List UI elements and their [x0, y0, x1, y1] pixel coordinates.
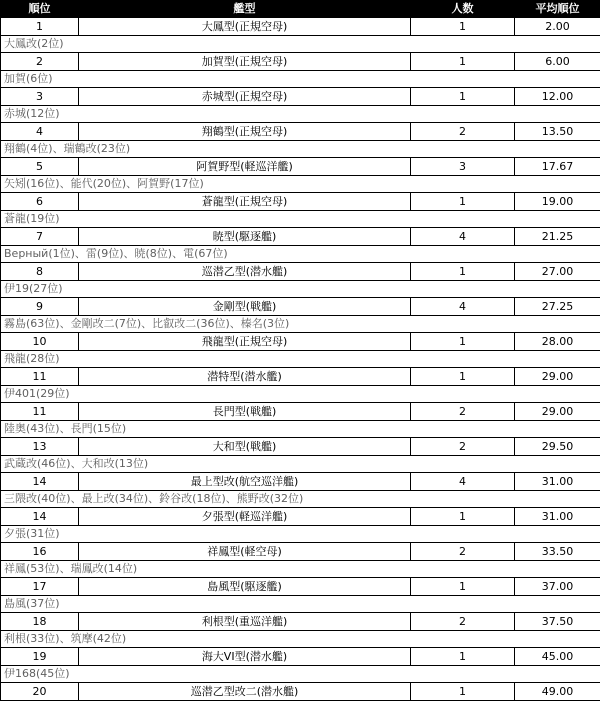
rank-cell: 5 [1, 158, 79, 176]
avg-rank-cell: 17.67 [515, 158, 600, 176]
rank-cell: 14 [1, 473, 79, 491]
ship-class-cell: 海大VI型(潜水艦) [79, 648, 411, 666]
count-cell: 1 [411, 18, 515, 36]
table-row [1, 18, 600, 36]
rank-cell: 20 [1, 683, 79, 701]
rank-cell: 19 [1, 648, 79, 666]
count-cell: 1 [411, 88, 515, 106]
avg-rank-cell: 19.00 [515, 193, 600, 211]
ship-details-cell: 島風(37位) [1, 596, 600, 613]
ship-class-cell: 巡潜乙型改二(潜水艦) [79, 683, 411, 701]
count-cell: 4 [411, 228, 515, 246]
ship-class-cell: 蒼龍型(正規空母) [79, 193, 411, 211]
count-cell: 3 [411, 158, 515, 176]
avg-rank-cell: 21.25 [515, 228, 600, 246]
table-detail-row [1, 281, 600, 298]
ship-details-cell: 陸奥(43位)、長門(15位) [1, 421, 600, 438]
ship-class-cell: 島風型(駆逐艦) [79, 578, 411, 596]
ship-details-cell: 蒼龍(19位) [1, 211, 600, 228]
rank-cell: 8 [1, 263, 79, 281]
ship-details-cell: 大鳳改(2位) [1, 36, 600, 53]
table-row [1, 368, 600, 386]
count-cell: 1 [411, 333, 515, 351]
ship-class-cell: 最上型改(航空巡洋艦) [79, 473, 411, 491]
table-row [1, 53, 600, 71]
ship-details-cell: 伊168(45位) [1, 666, 600, 683]
table-body [1, 18, 600, 701]
ship-details-cell: 矢矧(16位)、能代(20位)、阿賀野(17位) [1, 176, 600, 193]
avg-rank-cell: 12.00 [515, 88, 600, 106]
avg-rank-cell: 37.50 [515, 613, 600, 631]
avg-rank-cell: 27.00 [515, 263, 600, 281]
rank-cell: 1 [1, 18, 79, 36]
ship-class-cell: 大鳳型(正規空母) [79, 18, 411, 36]
table-detail-row [1, 71, 600, 88]
count-cell: 1 [411, 508, 515, 526]
ship-class-cell: 利根型(重巡洋艦) [79, 613, 411, 631]
rank-cell: 11 [1, 403, 79, 421]
ship-class-cell: 阿賀野型(軽巡洋艦) [79, 158, 411, 176]
ship-details-cell: 武蔵改(46位)、大和改(13位) [1, 456, 600, 473]
avg-rank-cell: 29.50 [515, 438, 600, 456]
rank-cell: 7 [1, 228, 79, 246]
table-row [1, 473, 600, 491]
count-cell: 1 [411, 648, 515, 666]
table-detail-row [1, 351, 600, 368]
table-row [1, 508, 600, 526]
ship-class-cell: 潜特型(潜水艦) [79, 368, 411, 386]
ship-class-cell: 祥鳳型(軽空母) [79, 543, 411, 561]
ship-class-cell: 加賀型(正規空母) [79, 53, 411, 71]
table-row [1, 648, 600, 666]
table-row [1, 88, 600, 106]
table-detail-row [1, 106, 600, 123]
count-cell: 2 [411, 403, 515, 421]
table-row [1, 438, 600, 456]
rank-cell: 4 [1, 123, 79, 141]
table-detail-row [1, 631, 600, 648]
avg-rank-cell: 31.00 [515, 473, 600, 491]
ship-details-cell: 夕張(31位) [1, 526, 600, 543]
rank-cell: 2 [1, 53, 79, 71]
ship-details-cell: 利根(33位)、筑摩(42位) [1, 631, 600, 648]
table-row [1, 228, 600, 246]
ship-details-cell: Верный(1位)、雷(9位)、暁(8位)、電(67位) [1, 246, 600, 263]
table-header-row [1, 1, 600, 18]
table-detail-row [1, 246, 600, 263]
ship-details-cell: 伊401(29位) [1, 386, 600, 403]
count-cell: 4 [411, 473, 515, 491]
count-cell: 1 [411, 263, 515, 281]
table-detail-row [1, 666, 600, 683]
rank-cell: 16 [1, 543, 79, 561]
count-cell: 1 [411, 578, 515, 596]
avg-rank-cell: 49.00 [515, 683, 600, 701]
table-row [1, 123, 600, 141]
avg-rank-cell: 13.50 [515, 123, 600, 141]
table-row [1, 543, 600, 561]
header-avg-rank: 平均順位 [515, 1, 600, 18]
ship-details-cell: 翔鶴(4位)、瑞鶴改(23位) [1, 141, 600, 158]
ship-class-cell: 巡潜乙型(潜水艦) [79, 263, 411, 281]
table-detail-row [1, 456, 600, 473]
table-detail-row [1, 176, 600, 193]
ship-class-cell: 赤城型(正規空母) [79, 88, 411, 106]
avg-rank-cell: 37.00 [515, 578, 600, 596]
table-row [1, 298, 600, 316]
count-cell: 2 [411, 438, 515, 456]
count-cell: 1 [411, 193, 515, 211]
rank-cell: 14 [1, 508, 79, 526]
ship-class-cell: 長門型(戦艦) [79, 403, 411, 421]
ship-details-cell: 飛龍(28位) [1, 351, 600, 368]
table-detail-row [1, 491, 600, 508]
table-row [1, 333, 600, 351]
avg-rank-cell: 31.00 [515, 508, 600, 526]
table-row [1, 263, 600, 281]
count-cell: 4 [411, 298, 515, 316]
count-cell: 2 [411, 123, 515, 141]
table-detail-row [1, 141, 600, 158]
rank-cell: 9 [1, 298, 79, 316]
table-detail-row [1, 421, 600, 438]
avg-rank-cell: 27.25 [515, 298, 600, 316]
table-row [1, 578, 600, 596]
ship-details-cell: 三隈改(40位)、最上改(34位)、鈴谷改(18位)、熊野改(32位) [1, 491, 600, 508]
rank-cell: 6 [1, 193, 79, 211]
ship-class-cell: 夕張型(軽巡洋艦) [79, 508, 411, 526]
count-cell: 1 [411, 683, 515, 701]
table-detail-row [1, 596, 600, 613]
avg-rank-cell: 2.00 [515, 18, 600, 36]
table-detail-row [1, 386, 600, 403]
count-cell: 2 [411, 613, 515, 631]
ship-class-cell: 翔鶴型(正規空母) [79, 123, 411, 141]
count-cell: 2 [411, 543, 515, 561]
rank-cell: 13 [1, 438, 79, 456]
table-detail-row [1, 316, 600, 333]
ship-details-cell: 伊19(27位) [1, 281, 600, 298]
ship-details-cell: 加賀(6位) [1, 71, 600, 88]
avg-rank-cell: 33.50 [515, 543, 600, 561]
table-detail-row [1, 36, 600, 53]
header-rank: 順位 [1, 1, 79, 18]
count-cell: 1 [411, 368, 515, 386]
table-row [1, 683, 600, 701]
avg-rank-cell: 45.00 [515, 648, 600, 666]
avg-rank-cell: 28.00 [515, 333, 600, 351]
rank-cell: 18 [1, 613, 79, 631]
table-row [1, 403, 600, 421]
ship-class-cell: 飛龍型(正規空母) [79, 333, 411, 351]
ship-details-cell: 霧島(63位)、金剛改二(7位)、比叡改二(36位)、榛名(3位) [1, 316, 600, 333]
rank-cell: 11 [1, 368, 79, 386]
header-count: 人数 [411, 1, 515, 18]
ship-details-cell: 祥鳳(53位)、瑞鳳改(14位) [1, 561, 600, 578]
table-row [1, 613, 600, 631]
rank-cell: 17 [1, 578, 79, 596]
ship-details-cell: 赤城(12位) [1, 106, 600, 123]
avg-rank-cell: 29.00 [515, 368, 600, 386]
table-row [1, 193, 600, 211]
rank-cell: 3 [1, 88, 79, 106]
avg-rank-cell: 6.00 [515, 53, 600, 71]
ship-class-cell: 大和型(戦艦) [79, 438, 411, 456]
rank-cell: 10 [1, 333, 79, 351]
table-detail-row [1, 211, 600, 228]
table-detail-row [1, 561, 600, 578]
table-detail-row [1, 526, 600, 543]
ship-class-cell: 暁型(駆逐艦) [79, 228, 411, 246]
count-cell: 1 [411, 53, 515, 71]
avg-rank-cell: 29.00 [515, 403, 600, 421]
table-row [1, 158, 600, 176]
header-ship-class: 艦型 [79, 1, 411, 18]
ship-class-cell: 金剛型(戦艦) [79, 298, 411, 316]
